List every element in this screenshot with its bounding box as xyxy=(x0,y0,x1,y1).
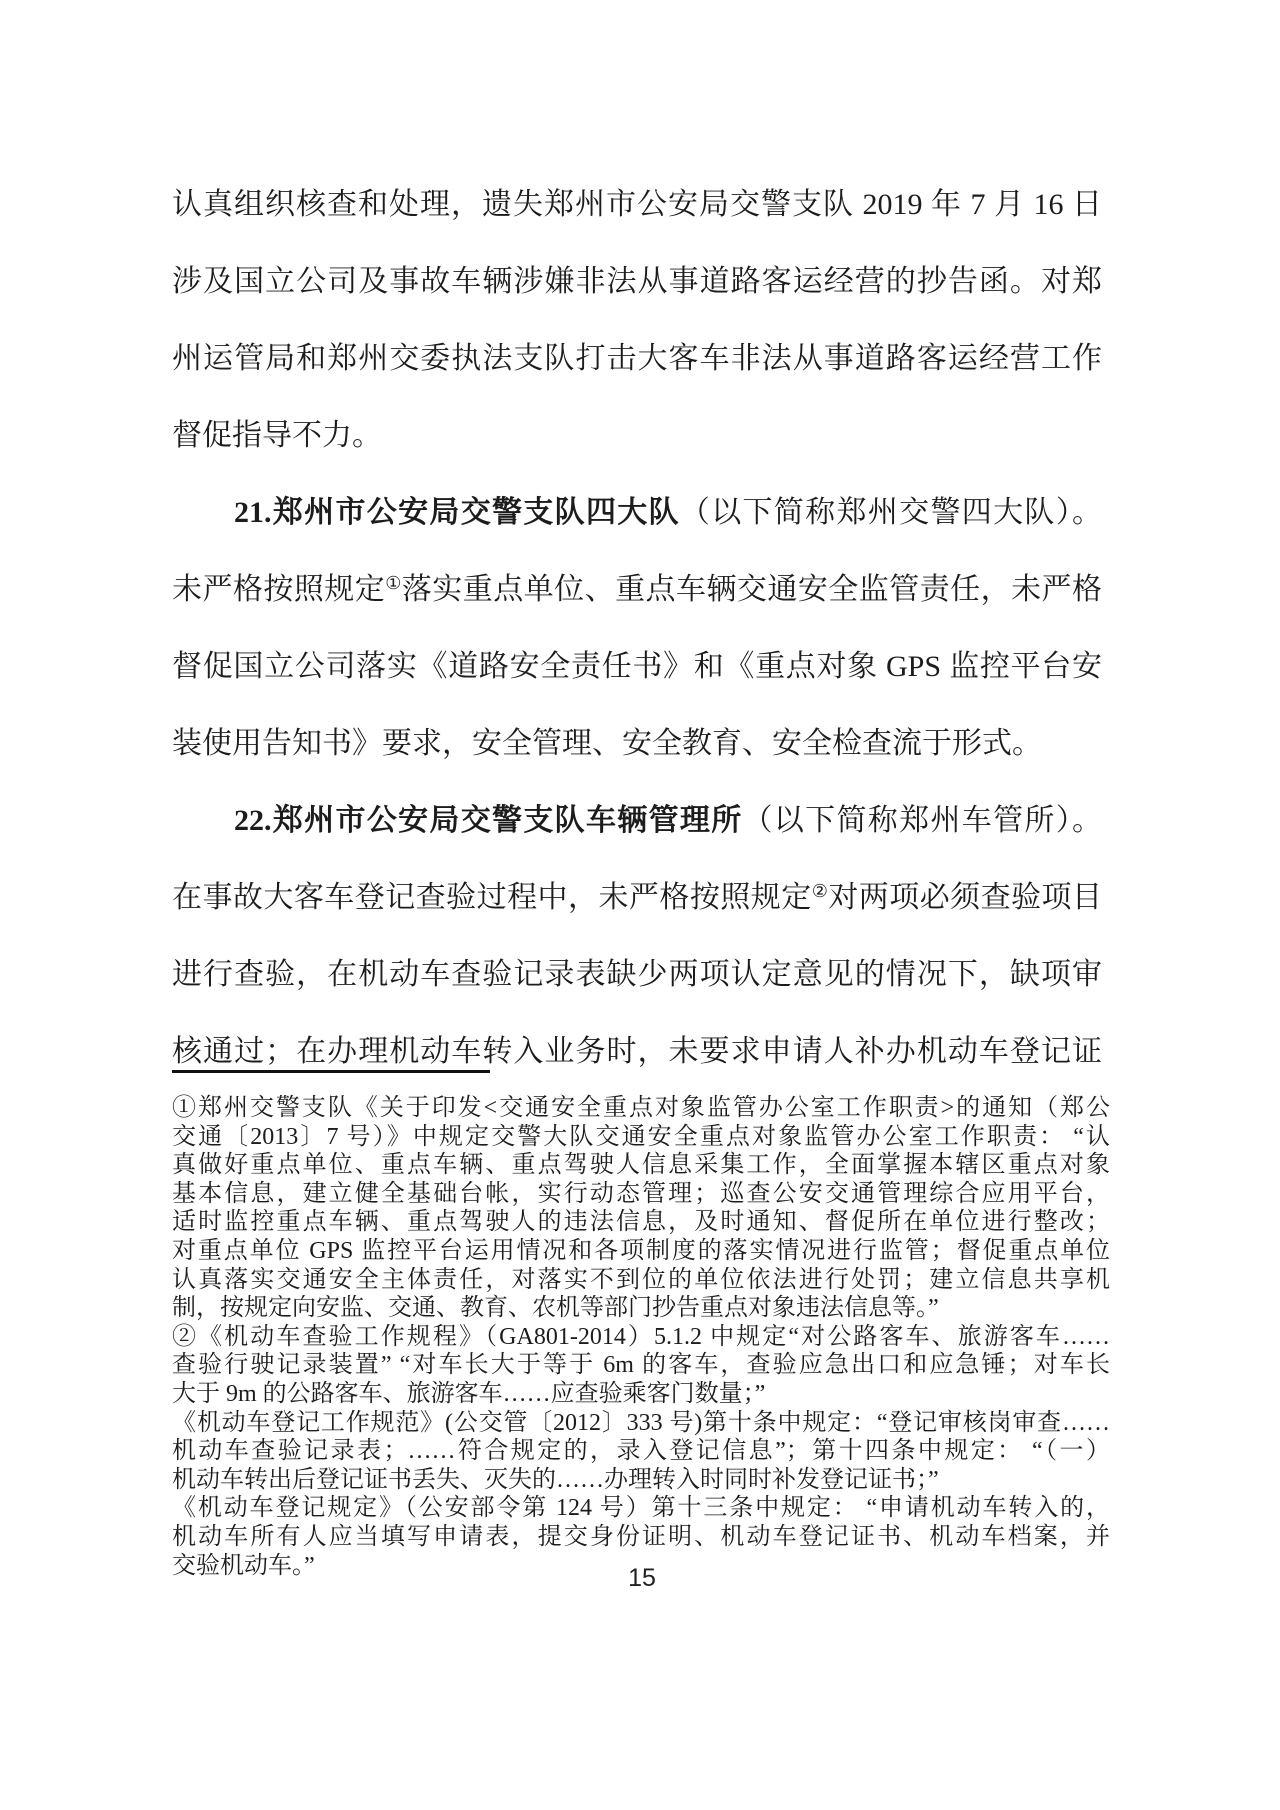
text-run: 22.郑州市公安局交警支队车辆管理所 xyxy=(234,804,743,837)
text-line xyxy=(172,1494,1110,1523)
text-run: 装使用告知书》要求，安全管理、安全教育、安全检查流于形式。 xyxy=(172,727,1042,760)
footnote-reference-mark: ① xyxy=(385,573,402,593)
text-run: 机动车所有人应当填写申请表，提交身份证明、机动车登记证书、机动车档案，并 xyxy=(172,1523,1110,1550)
text-line xyxy=(172,1380,1110,1409)
page-number: 15 xyxy=(628,1564,656,1592)
text-run: 大于 9m 的公路客车、旅游客车……应查验乘客门数量；” xyxy=(172,1380,766,1407)
text-run: 交通〔2013〕7 号）》中规定交警大队交通安全重点对象监管办公室工作职责： “认 xyxy=(172,1123,1110,1150)
text-run: （以下简称郑州交警四大队）。 xyxy=(679,496,1103,529)
text-line xyxy=(172,1180,1110,1209)
text-line xyxy=(172,1351,1110,1380)
text-line xyxy=(172,628,1102,705)
footnotes xyxy=(172,1094,1110,1580)
text-line xyxy=(172,320,1102,397)
text-run: 涉及国立公司及事故车辆涉嫌非法从事道路客运经营的抄告函。对郑 xyxy=(172,265,1102,298)
text-line xyxy=(172,1094,1110,1123)
text-run: 督促指导不力。 xyxy=(172,419,382,452)
text-line xyxy=(172,1266,1110,1295)
text-line xyxy=(172,1294,1110,1323)
footnote-reference-mark: ② xyxy=(811,881,829,901)
text-run: 21.郑州市公安局交警支队四大队 xyxy=(234,496,680,529)
text-run: 机动车转出后登记证书丢失、灭失的……办理转入时同时补发登记证书；” xyxy=(172,1466,939,1493)
main-text xyxy=(172,166,1102,1090)
text-run: 制，按规定向安监、交通、教育、农机等部门抄告重点对象违法信息等。” xyxy=(172,1295,939,1322)
text-line xyxy=(172,1323,1110,1352)
text-line xyxy=(172,1466,1110,1495)
text-line xyxy=(172,474,1102,551)
text-line xyxy=(172,782,1102,859)
text-run: 真做好重点单位、重点车辆、重点驾驶人信息采集工作，全面掌握本辖区重点对象 xyxy=(172,1152,1110,1179)
text-run: 认真组织核查和处理，遗失郑州市公安局交警支队 2019 年 7 月 16 日 xyxy=(172,188,1102,221)
text-line xyxy=(172,1437,1110,1466)
text-line xyxy=(172,1013,1102,1090)
text-line xyxy=(172,705,1102,782)
text-line xyxy=(172,1237,1110,1266)
text-run: 《机动车登记工作规范》(公交管〔2012〕333 号)第十条中规定：“登记审核岗审查…… xyxy=(172,1409,1110,1436)
text-run: 对重点单位 GPS 监控平台运用情况和各项制度的落实情况进行监管；督促重点单位 xyxy=(172,1237,1110,1264)
text-run: 核通过；在办理机动车转入业务时，未要求申请人补办机动车登记证 xyxy=(172,1035,1102,1068)
text-run: 《机动车登记规定》（公安部令第 124 号）第十三条中规定： “申请机动车转入的， xyxy=(172,1495,1110,1522)
footnote-separator xyxy=(172,1070,490,1073)
text-run: 查验行驶记录装置” “对车长大于等于 6m 的客车，查验应急出口和应急锤；对车长 xyxy=(172,1352,1110,1379)
text-line xyxy=(172,166,1102,243)
text-line xyxy=(172,859,1102,936)
text-line xyxy=(172,1208,1110,1237)
text-run: 州运管局和郑州交委执法支队打击大客车非法从事道路客运经营工作 xyxy=(172,342,1102,375)
text-run: 在事故大客车登记查验过程中，未严格按照规定 xyxy=(172,881,812,914)
text-run: 督促国立公司落实《道路安全责任书》和《重点对象 GPS 监控平台安 xyxy=(172,650,1102,683)
text-run: 基本信息，建立健全基础台帐，实行动态管理；巡查公安交通管理综合应用平台， xyxy=(172,1180,1110,1207)
text-line xyxy=(172,551,1102,628)
text-line xyxy=(172,1523,1110,1552)
text-run: ②《机动车查验工作规程》（GA801-2014）5.1.2 中规定“对公路客车、旅游客车…… xyxy=(172,1323,1110,1350)
text-run: 对两项必须查验项目 xyxy=(828,881,1103,914)
text-line xyxy=(172,936,1102,1013)
text-line xyxy=(172,1409,1110,1438)
text-run: 进行查验，在机动车查验记录表缺少两项认定意见的情况下，缺项审 xyxy=(172,958,1102,991)
text-line xyxy=(172,1123,1110,1152)
text-line xyxy=(172,397,1102,474)
text-line xyxy=(172,1151,1110,1180)
text-run: 认真落实交通安全主体责任，对落实不到位的单位依法进行处罚；建立信息共享机 xyxy=(172,1266,1110,1293)
text-run: 未严格按照规定 xyxy=(172,573,386,606)
text-run: 交验机动车。” xyxy=(172,1552,315,1579)
text-run: ①郑州交警支队《关于印发<交通安全重点对象监管办公室工作职责>的通知（郑公 xyxy=(172,1095,1110,1121)
text-run: 适时监控重点车辆、重点驾驶人的违法信息，及时通知、督促所在单位进行整改； xyxy=(172,1209,1110,1236)
text-run: 落实重点单位、重点车辆交通安全监管责任，未严格 xyxy=(401,573,1103,606)
text-run: （以下简称郑州车管所）。 xyxy=(742,804,1103,837)
text-run: 机动车查验记录表；……符合规定的，录入登记信息”；第十四条中规定： “（一） xyxy=(172,1438,1110,1465)
text-line xyxy=(172,243,1102,320)
